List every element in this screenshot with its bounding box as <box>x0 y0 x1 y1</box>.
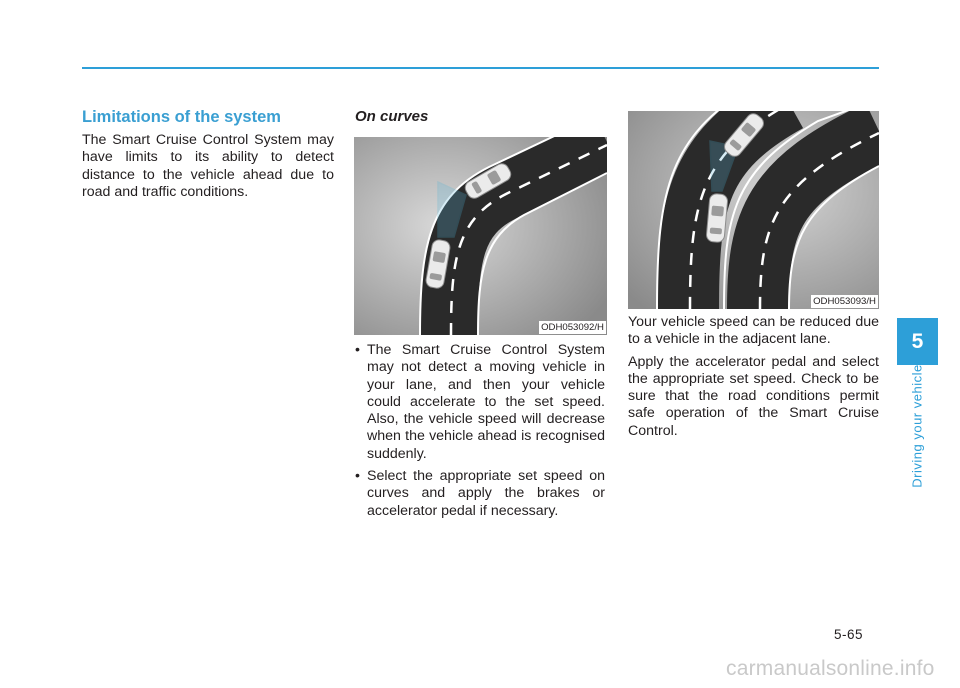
adjacent-lane-illustration <box>628 111 879 309</box>
list-item: • Select the appropriate set speed on curves and apply the brakes or accelerator pedal if necessary. <box>355 468 605 519</box>
figure-code: ODH053093/H <box>813 296 876 307</box>
section-title: Limitations of the system <box>82 108 281 126</box>
chapter-number-tab: 5 <box>897 318 938 365</box>
curve-illustration <box>354 137 607 335</box>
adjacent-lane-text <box>628 314 879 445</box>
subsection-title: On curves <box>355 108 429 125</box>
paragraph: Your vehicle speed can be reduced due to a vehicle in the adjacent lane. <box>628 314 879 348</box>
section-intro: The Smart Cruise Control System may have limits to its ability to detect distance to the vehicle ahead due to road and traffic conditions. <box>82 132 334 200</box>
header-rule <box>82 67 879 69</box>
bullet-icon: • <box>355 468 360 485</box>
bullet-icon: • <box>355 342 360 358</box>
curve-bullet-list <box>355 342 605 525</box>
paragraph: Apply the accelerator pedal and select the appropriate set speed. Check to be sure that the road conditions permit safe operation of the Smart Cruise Control. <box>628 353 879 439</box>
figure-curve-single-lane <box>354 137 607 335</box>
own-car-icon <box>706 193 728 242</box>
page-number: 5-65 <box>834 627 864 642</box>
watermark: carmanualsonline.info <box>726 657 935 680</box>
figure-curve-adjacent-lane <box>628 111 879 309</box>
figure-code: ODH053092/H <box>541 322 604 333</box>
list-item: • The Smart Cruise Control System may not detect a moving vehicle in your lane, and then your vehicle could accelerate to the set speed. Also, the vehicle speed will decrease when the vehicle ahead is recognised suddenly. <box>355 342 605 462</box>
chapter-title: Driving your vehicle <box>909 364 925 488</box>
